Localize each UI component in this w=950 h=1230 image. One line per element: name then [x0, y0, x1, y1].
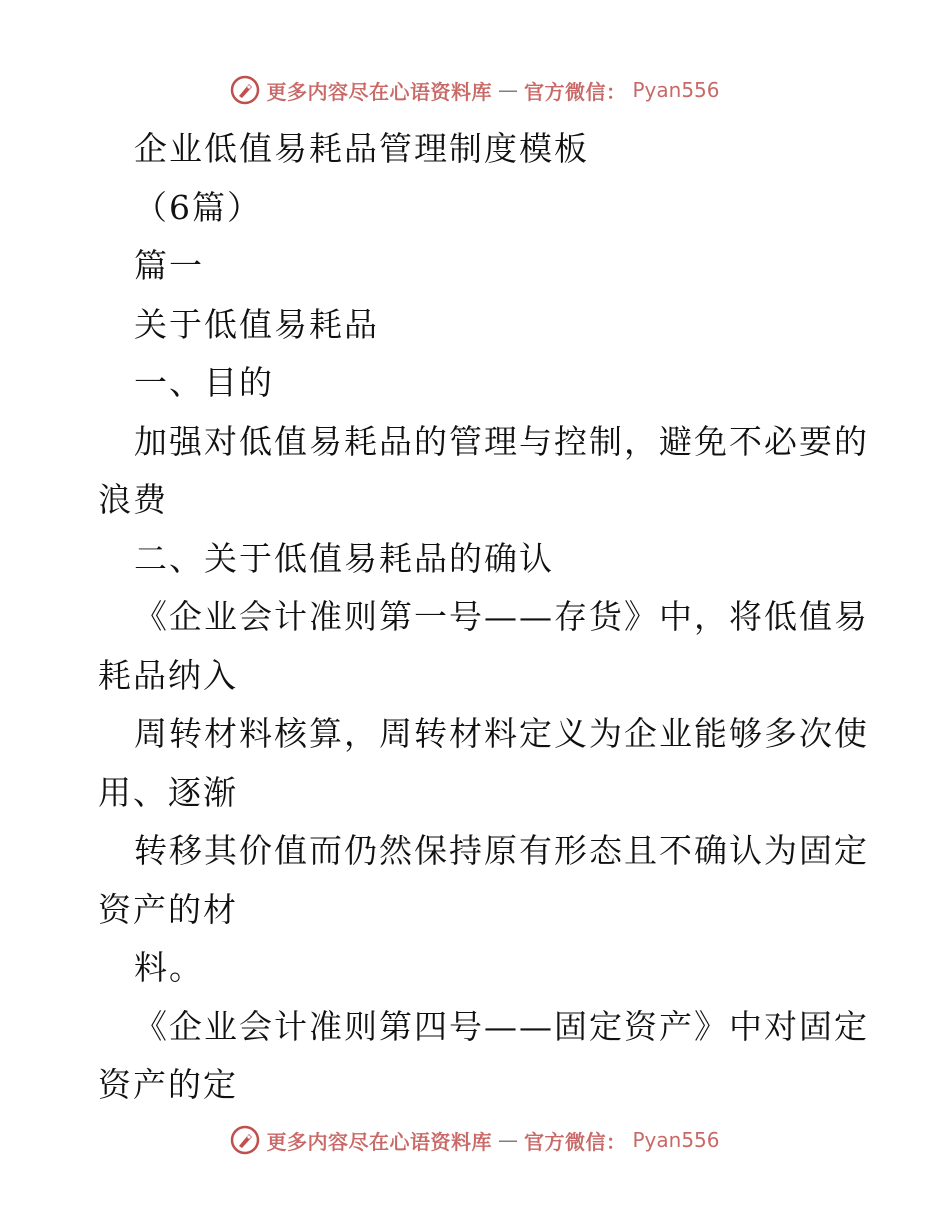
paragraph-turnover-line-2: 用、逐渐 — [98, 772, 238, 812]
section-heading: 关于低值易耗品 — [134, 304, 379, 344]
header-watermark — [0, 72, 950, 108]
paragraph-material-line-1: 料。 — [134, 948, 204, 987]
paragraph-turnover-line-1: 周转材料核算，周转材料定义为企业能够多次使 — [134, 714, 869, 753]
paragraph-standard4-line-2: 资产的定 — [98, 1065, 238, 1104]
paragraph-purpose-line-2: 浪费 — [98, 480, 168, 519]
watermark-contact-text: 官方微信： — [523, 1129, 627, 1154]
footer-watermark — [0, 1122, 950, 1158]
document-subtitle: （6篇） — [134, 187, 262, 227]
document-title: 企业低值易耗品管理制度模板 — [134, 129, 589, 168]
paragraph-transfer-line-1: 转移其价值而仍然保持原有形态且不确认为固定 — [134, 831, 869, 870]
part-label: 篇一 — [134, 246, 204, 285]
paragraph-transfer-line-2: 资产的材 — [98, 889, 238, 929]
paragraph-purpose-line-1: 加强对低值易耗品的管理与控制，避免不必要的 — [134, 421, 869, 461]
watermark-contact-text: 官方微信： — [523, 79, 627, 104]
pen-nib-logo-icon — [230, 1125, 260, 1155]
watermark-contact-id: Pyan556 — [632, 1128, 720, 1152]
paragraph-standard4-line-1: 《企业会计准则第四号——固定资产》中对固定 — [134, 1006, 869, 1046]
heading-recognition: 二、关于低值易耗品的确认 — [134, 538, 554, 578]
watermark-separator: — — [497, 1128, 518, 1152]
paragraph-standard1-line-1: 《企业会计准则第一号——存货》中，将低值易 — [134, 597, 869, 636]
document-body — [98, 120, 869, 1115]
pen-nib-logo-icon — [230, 75, 260, 105]
watermark-brand-text: 更多内容尽在心语资料库 — [266, 79, 492, 104]
heading-purpose: 一、目的 — [134, 363, 274, 402]
watermark-brand-text: 更多内容尽在心语资料库 — [266, 1129, 492, 1154]
watermark-separator: — — [497, 78, 518, 102]
paragraph-standard1-line-2: 耗品纳入 — [98, 655, 238, 695]
watermark-contact-id: Pyan556 — [632, 78, 720, 102]
